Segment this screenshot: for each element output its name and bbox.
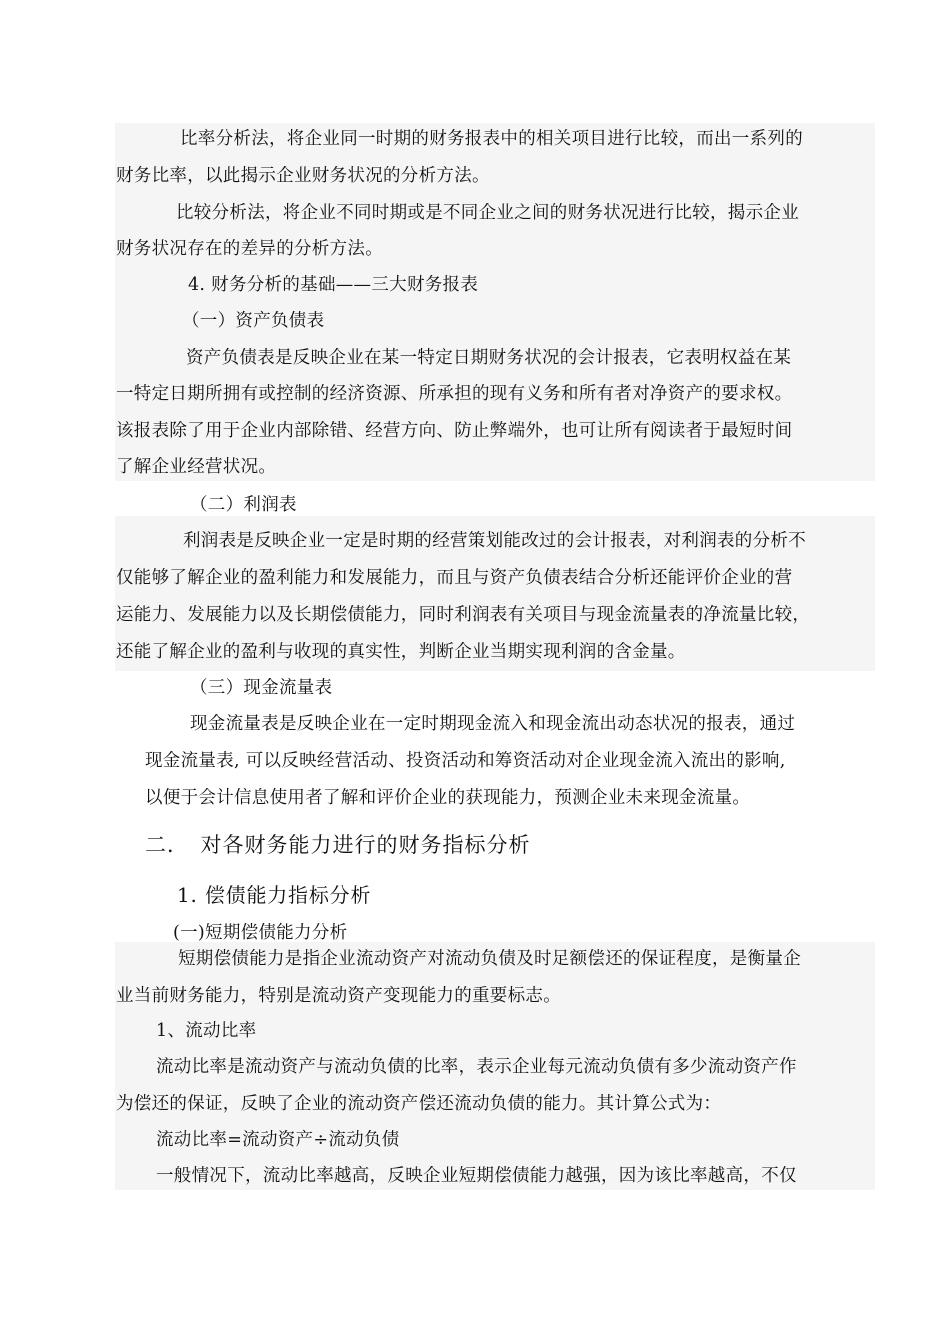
paragraph-line: 财务状况存在的差异的分析方法。 xyxy=(116,239,383,259)
paragraph-line: 了解企业经营状况。 xyxy=(116,457,277,477)
subsection-heading: （二）利润表 xyxy=(190,495,297,515)
paragraph-line: 比较分析法，将企业不同时期或是不同企业之间的财务状况进行比较，揭示企业 xyxy=(176,203,799,223)
subsection-heading: （一）资产负债表 xyxy=(182,311,325,331)
paragraph-line: 一般情况下，流动比率越高，反映企业短期偿债能力越强，因为该比率越高，不仅 xyxy=(156,1166,797,1186)
paragraph-line: 现金流量表, 可以反映经营活动、投资活动和筹资活动对企业现金流入流出的影响, xyxy=(145,751,786,771)
subsection-heading: （三）现金流量表 xyxy=(190,678,333,698)
section-heading: 4. 财务分析的基础——三大财务报表 xyxy=(188,275,479,295)
paragraph-line: 仅能够了解企业的盈利能力和发展能力，而且与资产负债表结合分析还能评价企业的营 xyxy=(116,568,793,588)
paragraph-line: 运能力、发展能力以及长期偿债能力，同时利润表有关项目与现金流量表的净流量比较， xyxy=(116,605,811,625)
subsection-heading: (一)短期偿债能力分析 xyxy=(173,923,348,943)
paragraph-line: 以便于会计信息使用者了解和评价企业的获现能力，预测企业未来现金流量。 xyxy=(145,788,751,808)
paragraph-line: 短期偿债能力是指企业流动资产对流动负债及时足额偿还的保证程度，是衡量企 xyxy=(178,949,801,969)
paragraph-line: 比率分析法，将企业同一时期的财务报表中的相关项目进行比较，而出一系列的 xyxy=(180,129,803,149)
formula-line: 流动比率=流动资产÷流动负债 xyxy=(156,1130,400,1150)
paragraph-line: 该报表除了用于企业内部除错、经营方向、防止弊端外，也可让所有阅读者于最短时间 xyxy=(116,421,793,441)
paragraph-line: 现金流量表是反映企业在一定时期现金流入和现金流出动态状况的报表，通过 xyxy=(190,714,796,734)
section-heading: 1. 偿债能力指标分析 xyxy=(177,883,372,907)
paragraph-line: 财务比率，以此揭示企业财务状况的分析方法。 xyxy=(116,166,490,186)
paragraph-line: 还能了解企业的盈利与收现的真实性，判断企业当期实现利润的含金量。 xyxy=(116,642,686,662)
paragraph-line: 一特定日期所拥有或控制的经济资源、所承担的现有义务和所有者对净资产的要求权。 xyxy=(116,384,793,404)
paragraph-line: 流动比率是流动资产与流动负债的比率，表示企业每元流动负债有多少流动资产作 xyxy=(156,1057,797,1077)
paragraph-line: 业当前财务能力，特别是流动资产变现能力的重要标志。 xyxy=(116,986,561,1006)
list-item-heading: 1、流动比率 xyxy=(156,1021,257,1041)
paragraph-line: 利润表是反映企业一定是时期的经营策划能改过的会计报表，对利润表的分析不 xyxy=(183,531,806,551)
paragraph-line: 资产负债表是反映企业在某一特定日期财务状况的会计报表，它表明权益在某 xyxy=(186,348,792,368)
paragraph-line: 为偿还的保证，反映了企业的流动资产偿还流动负债的能力。其计算公式为： xyxy=(116,1094,722,1114)
chapter-heading: 二． 对各财务能力进行的财务指标分析 xyxy=(145,833,531,857)
